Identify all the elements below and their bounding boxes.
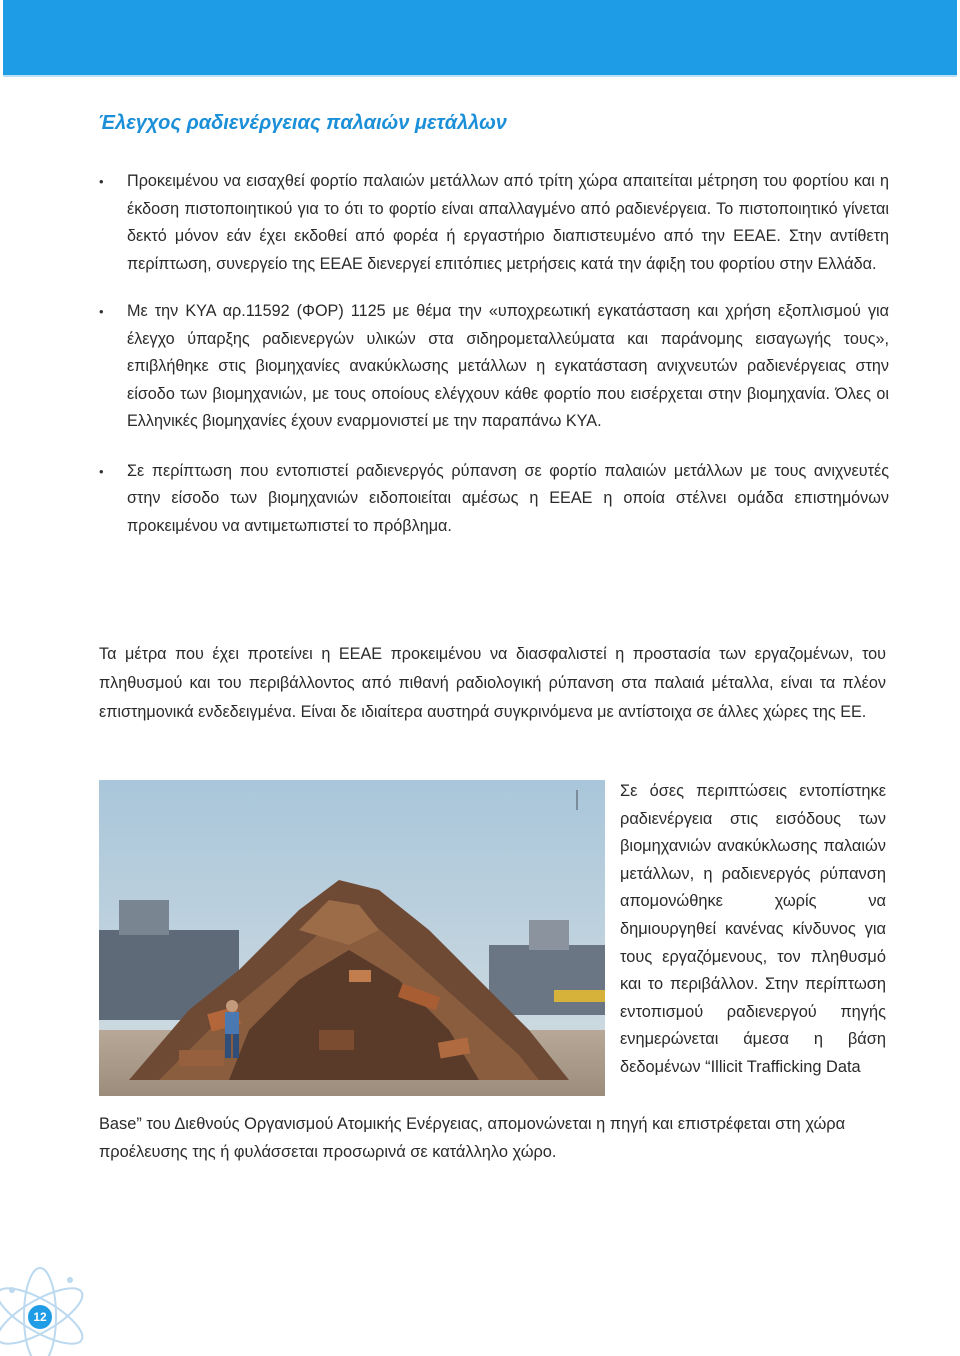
side-paragraph: Σε όσες περιπτώσεις εντοπίστηκε ραδιενέργεια στις εισόδους των βιομηχανιών ανακύκλωσης παλαιών μετάλλων, η ραδιενεργός ρύπανση απομονώθηκε χωρίς να δημιουργηθεί κανένας κίνδυνος για τους εργαζόμενους, τον πληθυσμό και το περιβάλλον. Στην περίπτωση εντοπισμού ραδιενεργού πηγής ενημερώνεται άμεσα η βάση δεδομένων “Illicit Trafficking Data [620, 782, 886, 1076]
atom-icon [0, 1238, 110, 1356]
section-title: Έλεγχος ραδιενέργειας παλαιών μετάλλων [98, 112, 507, 134]
scrap-metal-photo [99, 780, 605, 1096]
tail-paragraph: Base” του Διεθνούς Οργανισμού Ατομικής Ενέργειας, απομονώνεται η πηγή και επιστρέφεται στη χώρα προέλευσης της ή φυλάσσεται προσωρινά σε κατάλληλο χώρο. [99, 1115, 846, 1161]
page-number: 12 [28, 1305, 52, 1329]
bullet-list [99, 168, 889, 540]
body-paragraph: Τα μέτρα που έχει προτείνει η ΕΕΑΕ προκειμένου να διασφαλιστεί η προστασία των εργαζομένων, του πληθυσμού και του περιβάλλοντος από πιθανή ραδιολογική ρύπανση στα παλαιά μέταλλα, είναι τα πλέον επιστημονικά ενδεδειγμένα. Είναι δε ιδιαίτερα αυστηρά συγκρινόμενα με αντίστοιχα σε άλλες χώρες της ΕΕ. [99, 645, 886, 721]
bullet-item: • Σε περίπτωση που εντοπιστεί ραδιενεργός ρύπανση σε φορτίο παλαιών μετάλλων με τους ανιχνευτές στην είσοδο των βιομηχανιών ειδοποιείται αμέσως η ΕΕΑΕ η οποία στέλνει ομάδα επιστημόνων προκειμένου να αντιμετωπιστεί το πρόβλημα. [99, 458, 889, 541]
header-band [3, 0, 957, 77]
bullet-item: • Με την ΚΥΑ αρ.11592 (ΦΟΡ) 1125 με θέμα την «υποχρεωτική εγκατάσταση και χρήση εξοπλισμού για έλεγχο ύπαρξης ραδιενεργών υλικών στα σιδηρομεταλλεύματα και παράνομης εισαγωγής τους», επιβλήθηκε στις βιομηχανίες ανακύκλωσης μετάλλων η εγκατάσταση ανιχνευτών ραδιενέργειας στην είσοδο των βιομηχανιών, με τους οποίους ελέγχουν κάθε φορτίο που εισέρχεται στην βιομηχανία. Όλες οι Ελληνικές βιομηχανίες έχουν εναρμονιστεί με την παραπάνω ΚΥΑ. [99, 298, 889, 436]
bullet-item: • Προκειμένου να εισαχθεί φορτίο παλαιών μετάλλων από τρίτη χώρα απαιτείται μέτρηση του φορτίου και η έκδοση πιστοποιητικού για το ότι το φορτίο είναι απαλλαγμένο από ραδιενέργεια. Το πιστοποιητικό γίνεται δεκτό μόνον εάν έχει εκδοθεί από φορέα ή εργαστήριο διαπιστευμένο από την ΕΕΑΕ. Στην αντίθετη περίπτωση, συνεργείο της ΕΕΑΕ διενεργεί επιτόπιες μετρήσεις κατά την άφιξη του φορτίου στην Ελλάδα. [99, 168, 889, 278]
